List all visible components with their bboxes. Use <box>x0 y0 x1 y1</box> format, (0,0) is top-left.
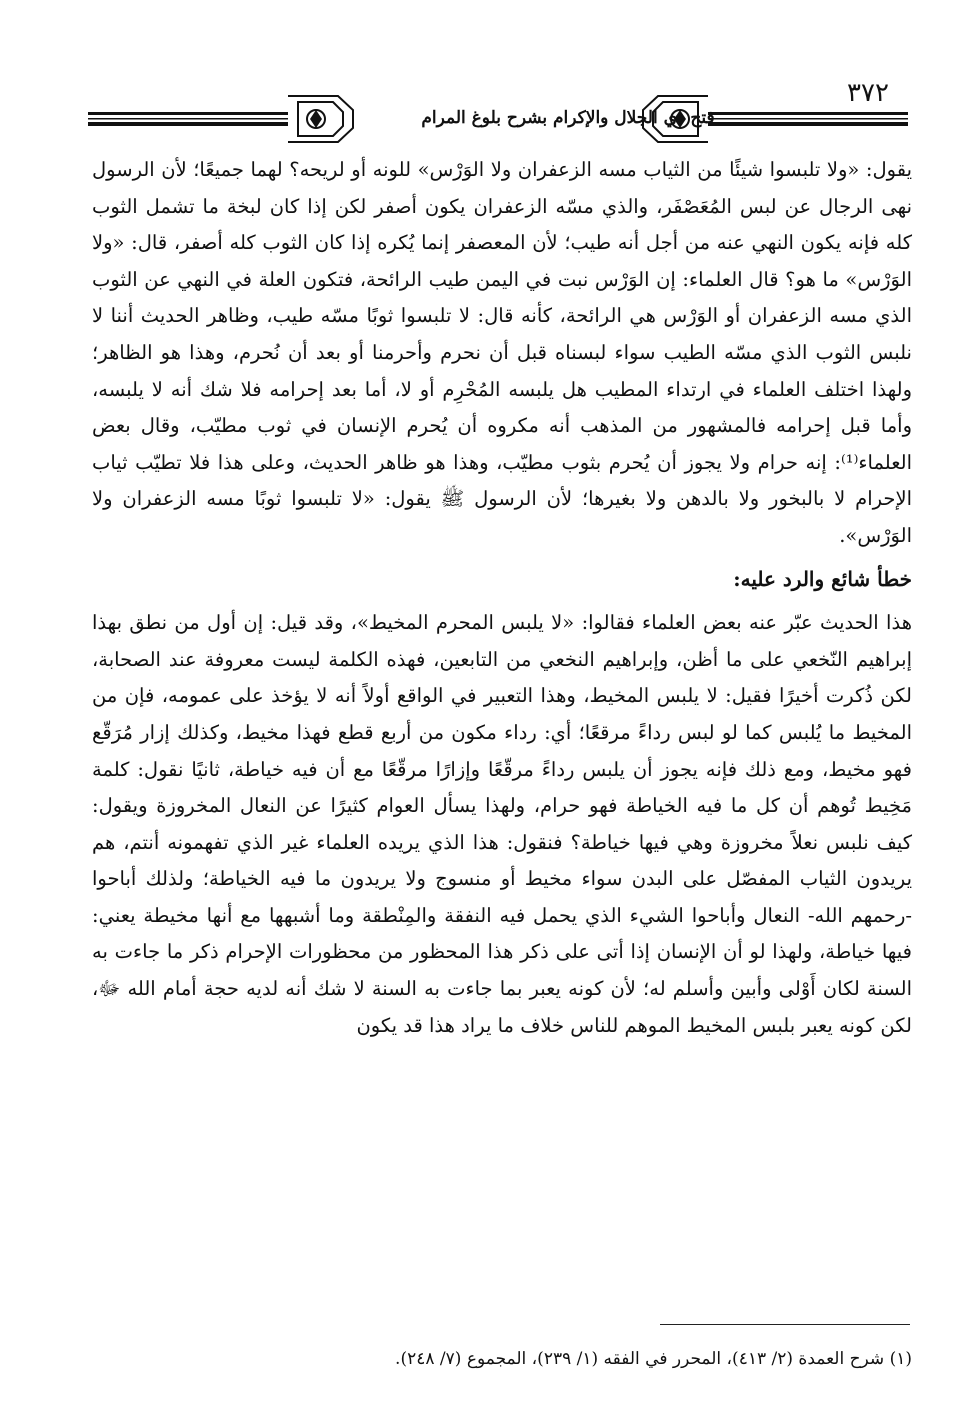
paragraph-2: هذا الحديث عبّر عنه بعض العلماء فقالوا: «لا يلبس المحرم المخيط»، وقد قيل: إن أول من نطق بهذا إبراهيم النّخعي على ما أظن، وإبراهيم النخعي من التابعين، فهذه الكلمة ليست معروفة عند الصحابة، لكن ذُكرت أخيرًا فقيل: لا يلبس المخيط، وهذا التعبير في الواقع أولاً أنه لا يؤخذ على عمومه، فإن من المخيط ما يُلبس كما لو لبس رداءً مرقعًا؛ أي: رداء مكون من أربع قطع فهذا مخيط، وكذلك إزار مُرَقّع فهو مخيط، ومع ذلك فإنه يجوز أن يلبس رداءً مرقّعًا وإزارًا مرقّعًا مع أن فيه خياطة، ثانيًا نقول: كلمة مَخِيط تُوهم أن كل ما فيه الخياطة فهو حرام، ولهذا يسأل العوام كثيرًا عن النعال المخروزة ويقول: كيف نلبس نعلاً مخروزة وهي فيها خياطة؟ فنقول: هذا الذي يريده العلماء غير الذي تفهمونه أنتم، هم يريدون الثياب المفصّل على البدن سواء مخيط أو منسوج ولا يريدون ما فيه الخياطة؛ ولذلك أباحوا -رحمهم الله- النعال وأباحوا الشيء الذي يحمل فيه النفقة والمِنْطقة وما أشبهها مع أنها مخيطة يعني: فيها خياطة، ولهذا لو أن الإنسان إذا أتى على ذكر هذا المحظور من محظورات الإحرام ذكر ما جاءت به السنة لكان أَوْلى وأبين وأسلم له؛ لأن كونه يعبر بما جاءت به السنة لا شك أنه لديه حجة أمام الله ﷻ، لكن كونه يعبر بلبس المخيط الموهم للناس خلاف ما يراد هذا قد يكون <box>92 611 912 1037</box>
paragraph-1: يقول: «ولا تلبسوا شيئًا من الثياب مسه الزعفران ولا الوَرْس» للونه أو لريحه؟ لهما جميعًا؛ لأن الرسول نهى الرجال عن لبس المُعَصْفَر، والذي مسّه الزعفران يكون أصفر لكن إذا كان لبخة ما تشمل الثوب كله فإنه يكون النهي عنه من أجل أنه طيب؛ لأن المعصفر إنما يُكره إذا كان الثوب كله أصفر، قال: «ولا الوَرْس» ما هو؟ قال العلماء: إن الوَرْس نبت في اليمن طيب الرائحة، فتكون العلة في النهي عن الثوب الذي مسه الزعفران أو الوَرْس هي الرائحة، كأنه قال: لا تلبسوا ثوبًا مسّه طيب، وظاهر الحديث أننا لا نلبس الثوب الذي مسّه الطيب سواء لبسناه قبل أن نحرم وأحرمنا أو بعد أن نُحرم، وهذا هو الظاهر؛ ولهذا اختلف العلماء في ارتداء المطيب هل يلبسه المُحْرِم أو لا، أما بعد إحرامه فلا شك أنه لا يلبسه، وأما قبل إحرامه فالمشهور من المذهب أنه مكروه أن يُحرم الإنسان في ثوب مطيّب، وقال بعض العلماء⁽¹⁾: إنه حرام ولا يجوز أن يُحرم بثوب مطيّب، وهذا هو ظاهر الحديث، وعلى هذا فلا تطيّب ثياب الإحرام لا بالبخور ولا بالدهن ولا بغيرها؛ لأن الرسول ﷺ يقول: «لا تلبسوا ثوبًا مسه الزعفران ولا الوَرْس». <box>92 158 912 547</box>
book-title: فتح ذي الجلال والإكرام بشرح بلوغ المرام <box>421 108 715 128</box>
section-heading: خطأ شائع والرد عليه: <box>733 566 912 591</box>
page-header <box>88 88 908 148</box>
footnote: (١) شرح العمدة (٢/ ٤١٣)، المحرر في الفقه (١/ ٢٣٩)، المجموع (٧/ ٢٤٨). <box>395 1349 912 1369</box>
main-text <box>92 152 912 1044</box>
page-number: ٣٧٢ <box>847 78 889 108</box>
footnote-divider <box>660 1324 910 1325</box>
